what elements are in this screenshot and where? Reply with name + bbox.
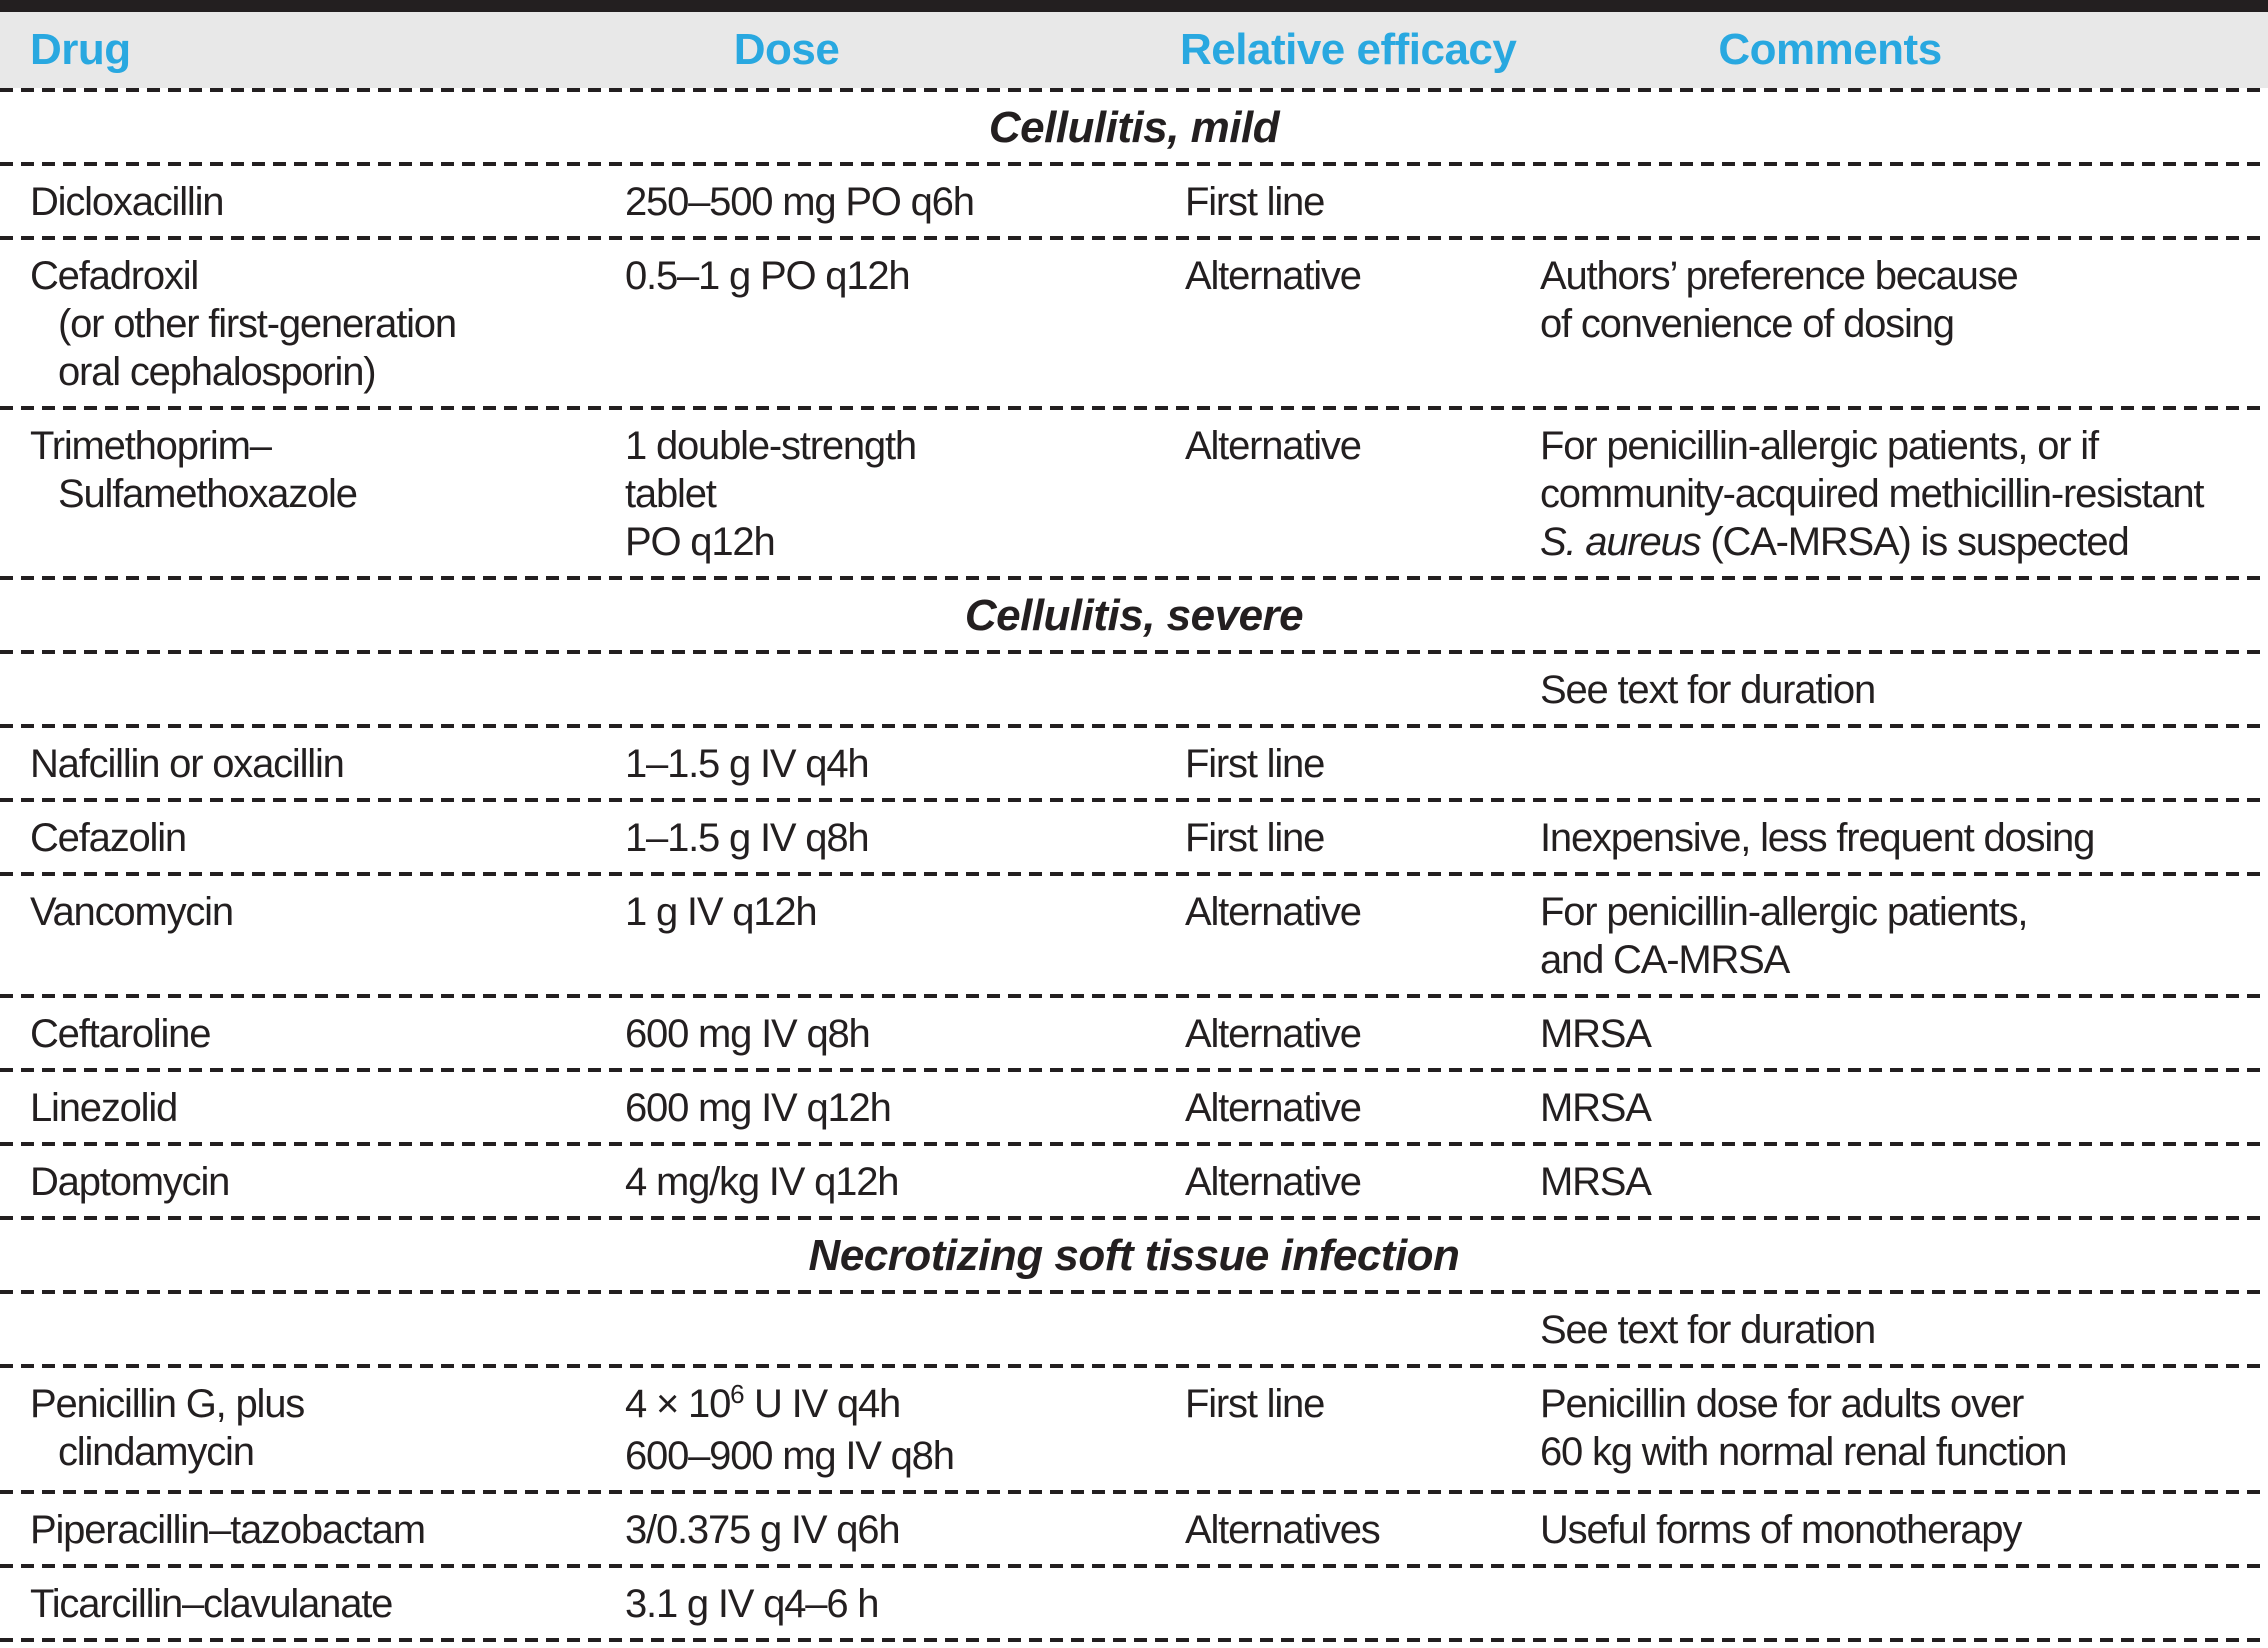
table-row <box>0 166 2268 236</box>
table-row <box>0 240 2268 406</box>
cell-line: Sulfamethoxazole <box>58 472 357 516</box>
dose-cell <box>623 1506 1180 1554</box>
drug-cell <box>0 1380 623 1480</box>
cell-line: Penicillin G, plus <box>30 1382 305 1426</box>
cell-line: Linezolid <box>30 1086 178 1130</box>
section-header-row <box>0 92 2268 162</box>
italic-species-name: S. aureus <box>1540 520 1701 564</box>
cell-line: Authors’ preference because <box>1540 254 2018 298</box>
cell-line: 3/0.375 g IV q6h <box>625 1508 900 1552</box>
dose-cell <box>623 178 1180 226</box>
cell-line: community-acquired methicillin-resistant <box>1540 472 2204 516</box>
cell-line: First line <box>1185 180 1325 224</box>
drug-cell <box>0 814 623 862</box>
drug-cell <box>0 888 623 984</box>
cell-line: See text for duration <box>1540 668 1876 712</box>
cell-line: Alternative <box>1185 1086 1361 1130</box>
cell-line: 600 mg IV q8h <box>625 1012 870 1056</box>
cell-line: Penicillin dose for adults over <box>1540 1382 2024 1426</box>
dose-cell <box>623 814 1180 862</box>
drug-cell <box>0 1010 623 1058</box>
drug-cell <box>0 422 623 566</box>
cell-line: Alternatives <box>1185 1508 1380 1552</box>
drug-cell <box>0 1306 623 1354</box>
drug-cell <box>0 666 623 714</box>
column-header-drug: Drug <box>30 25 131 74</box>
cell-line: Alternative <box>1185 890 1361 934</box>
efficacy-cell <box>1180 888 1538 984</box>
dose-cell <box>623 1580 1180 1628</box>
cell-line: MRSA <box>1540 1086 1651 1130</box>
cell-line: Vancomycin <box>30 890 233 934</box>
cell-line: 600 mg IV q12h <box>625 1086 891 1130</box>
efficacy-cell <box>1180 1380 1538 1480</box>
drug-cell <box>0 1506 623 1554</box>
efficacy-cell <box>1180 178 1538 226</box>
section-title: Necrotizing soft tissue infection <box>808 1231 1460 1280</box>
cell-line: clindamycin <box>58 1430 254 1474</box>
cell-line: Inexpensive, less frequent dosing <box>1540 816 2095 860</box>
cell-line: Nafcillin or oxacillin <box>30 742 344 786</box>
cell-line: Alternative <box>1185 1012 1361 1056</box>
cell-line: First line <box>1185 1382 1325 1426</box>
comments-cell <box>1538 422 2268 566</box>
cell-line: Ticarcillin–clavulanate <box>30 1582 393 1626</box>
cell-line: First line <box>1185 816 1325 860</box>
drug-cell <box>0 740 623 788</box>
table-row <box>0 1294 2268 1364</box>
row-separator <box>0 1638 2268 1642</box>
column-header-relative-efficacy: Relative efficacy <box>1180 25 1517 74</box>
table-row <box>0 1146 2268 1216</box>
superscript: 6 <box>730 1380 745 1409</box>
cell-line: 1 g IV q12h <box>625 890 817 934</box>
cell-line: tablet <box>625 472 716 516</box>
dose-cell <box>623 740 1180 788</box>
dose-cell <box>623 252 1180 396</box>
cell-line: First line <box>1185 742 1325 786</box>
column-header-dose: Dose <box>733 25 840 74</box>
table-row <box>0 728 2268 798</box>
cell-line: Trimethoprim– <box>30 424 271 468</box>
efficacy-cell <box>1180 1306 1538 1354</box>
cell-line: PO q12h <box>625 520 775 564</box>
cell-line: 600–900 mg IV q8h <box>625 1434 954 1478</box>
cell-line: Alternative <box>1185 1160 1361 1204</box>
dose-cell <box>623 888 1180 984</box>
dose-cell <box>623 1158 1180 1206</box>
comments-cell <box>1538 1084 2268 1132</box>
table-top-border <box>0 0 2268 12</box>
table-row <box>0 410 2268 576</box>
cell-line: See text for duration <box>1540 1308 1876 1352</box>
section-header-row <box>0 1220 2268 1290</box>
efficacy-cell <box>1180 1084 1538 1132</box>
table-row <box>0 1494 2268 1564</box>
cell-line: Cefadroxil <box>30 254 199 298</box>
drug-cell <box>0 1580 623 1628</box>
comments-cell <box>1538 740 2268 788</box>
section-title: Cellulitis, mild <box>988 103 1280 152</box>
dose-cell <box>623 1380 1180 1480</box>
cell-line: For penicillin-allergic patients, <box>1540 890 2028 934</box>
efficacy-cell <box>1180 666 1538 714</box>
dose-cell <box>623 422 1180 566</box>
dose-cell <box>623 1010 1180 1058</box>
table-row <box>0 998 2268 1068</box>
efficacy-cell <box>1180 1506 1538 1554</box>
table-row <box>0 654 2268 724</box>
drug-cell <box>0 1084 623 1132</box>
cell-line: and CA-MRSA <box>1540 938 1790 982</box>
comments-cell <box>1538 1158 2268 1206</box>
cell-line: Cefazolin <box>30 816 186 860</box>
table-body <box>0 92 2268 1642</box>
drug-cell <box>0 252 623 396</box>
efficacy-cell <box>1180 422 1538 566</box>
cell-line: 0.5–1 g PO q12h <box>625 254 910 298</box>
comments-cell <box>1538 666 2268 714</box>
efficacy-cell <box>1180 1010 1538 1058</box>
comments-cell <box>1538 888 2268 984</box>
efficacy-cell <box>1180 1580 1538 1628</box>
cell-line: For penicillin-allergic patients, or if <box>1540 424 2098 468</box>
cell-line: 3.1 g IV q4–6 h <box>625 1582 879 1626</box>
column-header-comments: Comments <box>1718 25 1942 74</box>
comments-cell <box>1538 1580 2268 1628</box>
table-row <box>0 1072 2268 1142</box>
cell-line: 250–500 mg PO q6h <box>625 180 974 224</box>
table-row <box>0 876 2268 994</box>
drug-cell <box>0 1158 623 1206</box>
cell-line: 1 double-strength <box>625 424 916 468</box>
section-header-row <box>0 580 2268 650</box>
text-segment: 4 × 10 <box>625 1382 731 1426</box>
comments-cell <box>1538 178 2268 226</box>
cell-line: of convenience of dosing <box>1540 302 1954 346</box>
cell-line <box>625 1380 1180 1432</box>
cell-line: oral cephalosporin) <box>58 350 376 394</box>
dose-cell <box>623 1306 1180 1354</box>
comments-cell <box>1538 814 2268 862</box>
cell-line: Ceftaroline <box>30 1012 211 1056</box>
comments-cell <box>1538 252 2268 396</box>
table-row <box>0 802 2268 872</box>
cell-line: Daptomycin <box>30 1160 230 1204</box>
dose-cell <box>623 1084 1180 1132</box>
cell-line: MRSA <box>1540 1012 1651 1056</box>
efficacy-cell <box>1180 252 1538 396</box>
cell-line: (or other first-generation <box>58 302 456 346</box>
cell-line: MRSA <box>1540 1160 1651 1204</box>
comments-cell <box>1538 1010 2268 1058</box>
efficacy-cell <box>1180 814 1538 862</box>
comments-cell <box>1538 1380 2268 1480</box>
cell-line: 4 mg/kg IV q12h <box>625 1160 899 1204</box>
table-row <box>0 1368 2268 1490</box>
cell-line: Useful forms of monotherapy <box>1540 1508 2022 1552</box>
cell-line: 1–1.5 g IV q4h <box>625 742 869 786</box>
cell-line: Alternative <box>1185 424 1361 468</box>
drug-cell <box>0 178 623 226</box>
table-row <box>0 1568 2268 1638</box>
cell-line: 1–1.5 g IV q8h <box>625 816 869 860</box>
comments-cell <box>1538 1306 2268 1354</box>
cell-line: Alternative <box>1185 254 1361 298</box>
comments-cell <box>1538 1506 2268 1554</box>
dose-cell <box>623 666 1180 714</box>
section-title: Cellulitis, severe <box>964 591 1304 640</box>
efficacy-cell <box>1180 740 1538 788</box>
text-segment: U IV q4h <box>744 1382 901 1426</box>
cell-line: Piperacillin–tazobactam <box>30 1508 425 1552</box>
efficacy-cell <box>1180 1158 1538 1206</box>
text-segment: (CA-MRSA) is suspected <box>1700 520 2129 564</box>
cell-line: 60 kg with normal renal function <box>1540 1430 2067 1474</box>
cell-line <box>1540 518 2268 566</box>
table-header-row <box>0 12 2268 88</box>
cell-line: Dicloxacillin <box>30 180 224 224</box>
